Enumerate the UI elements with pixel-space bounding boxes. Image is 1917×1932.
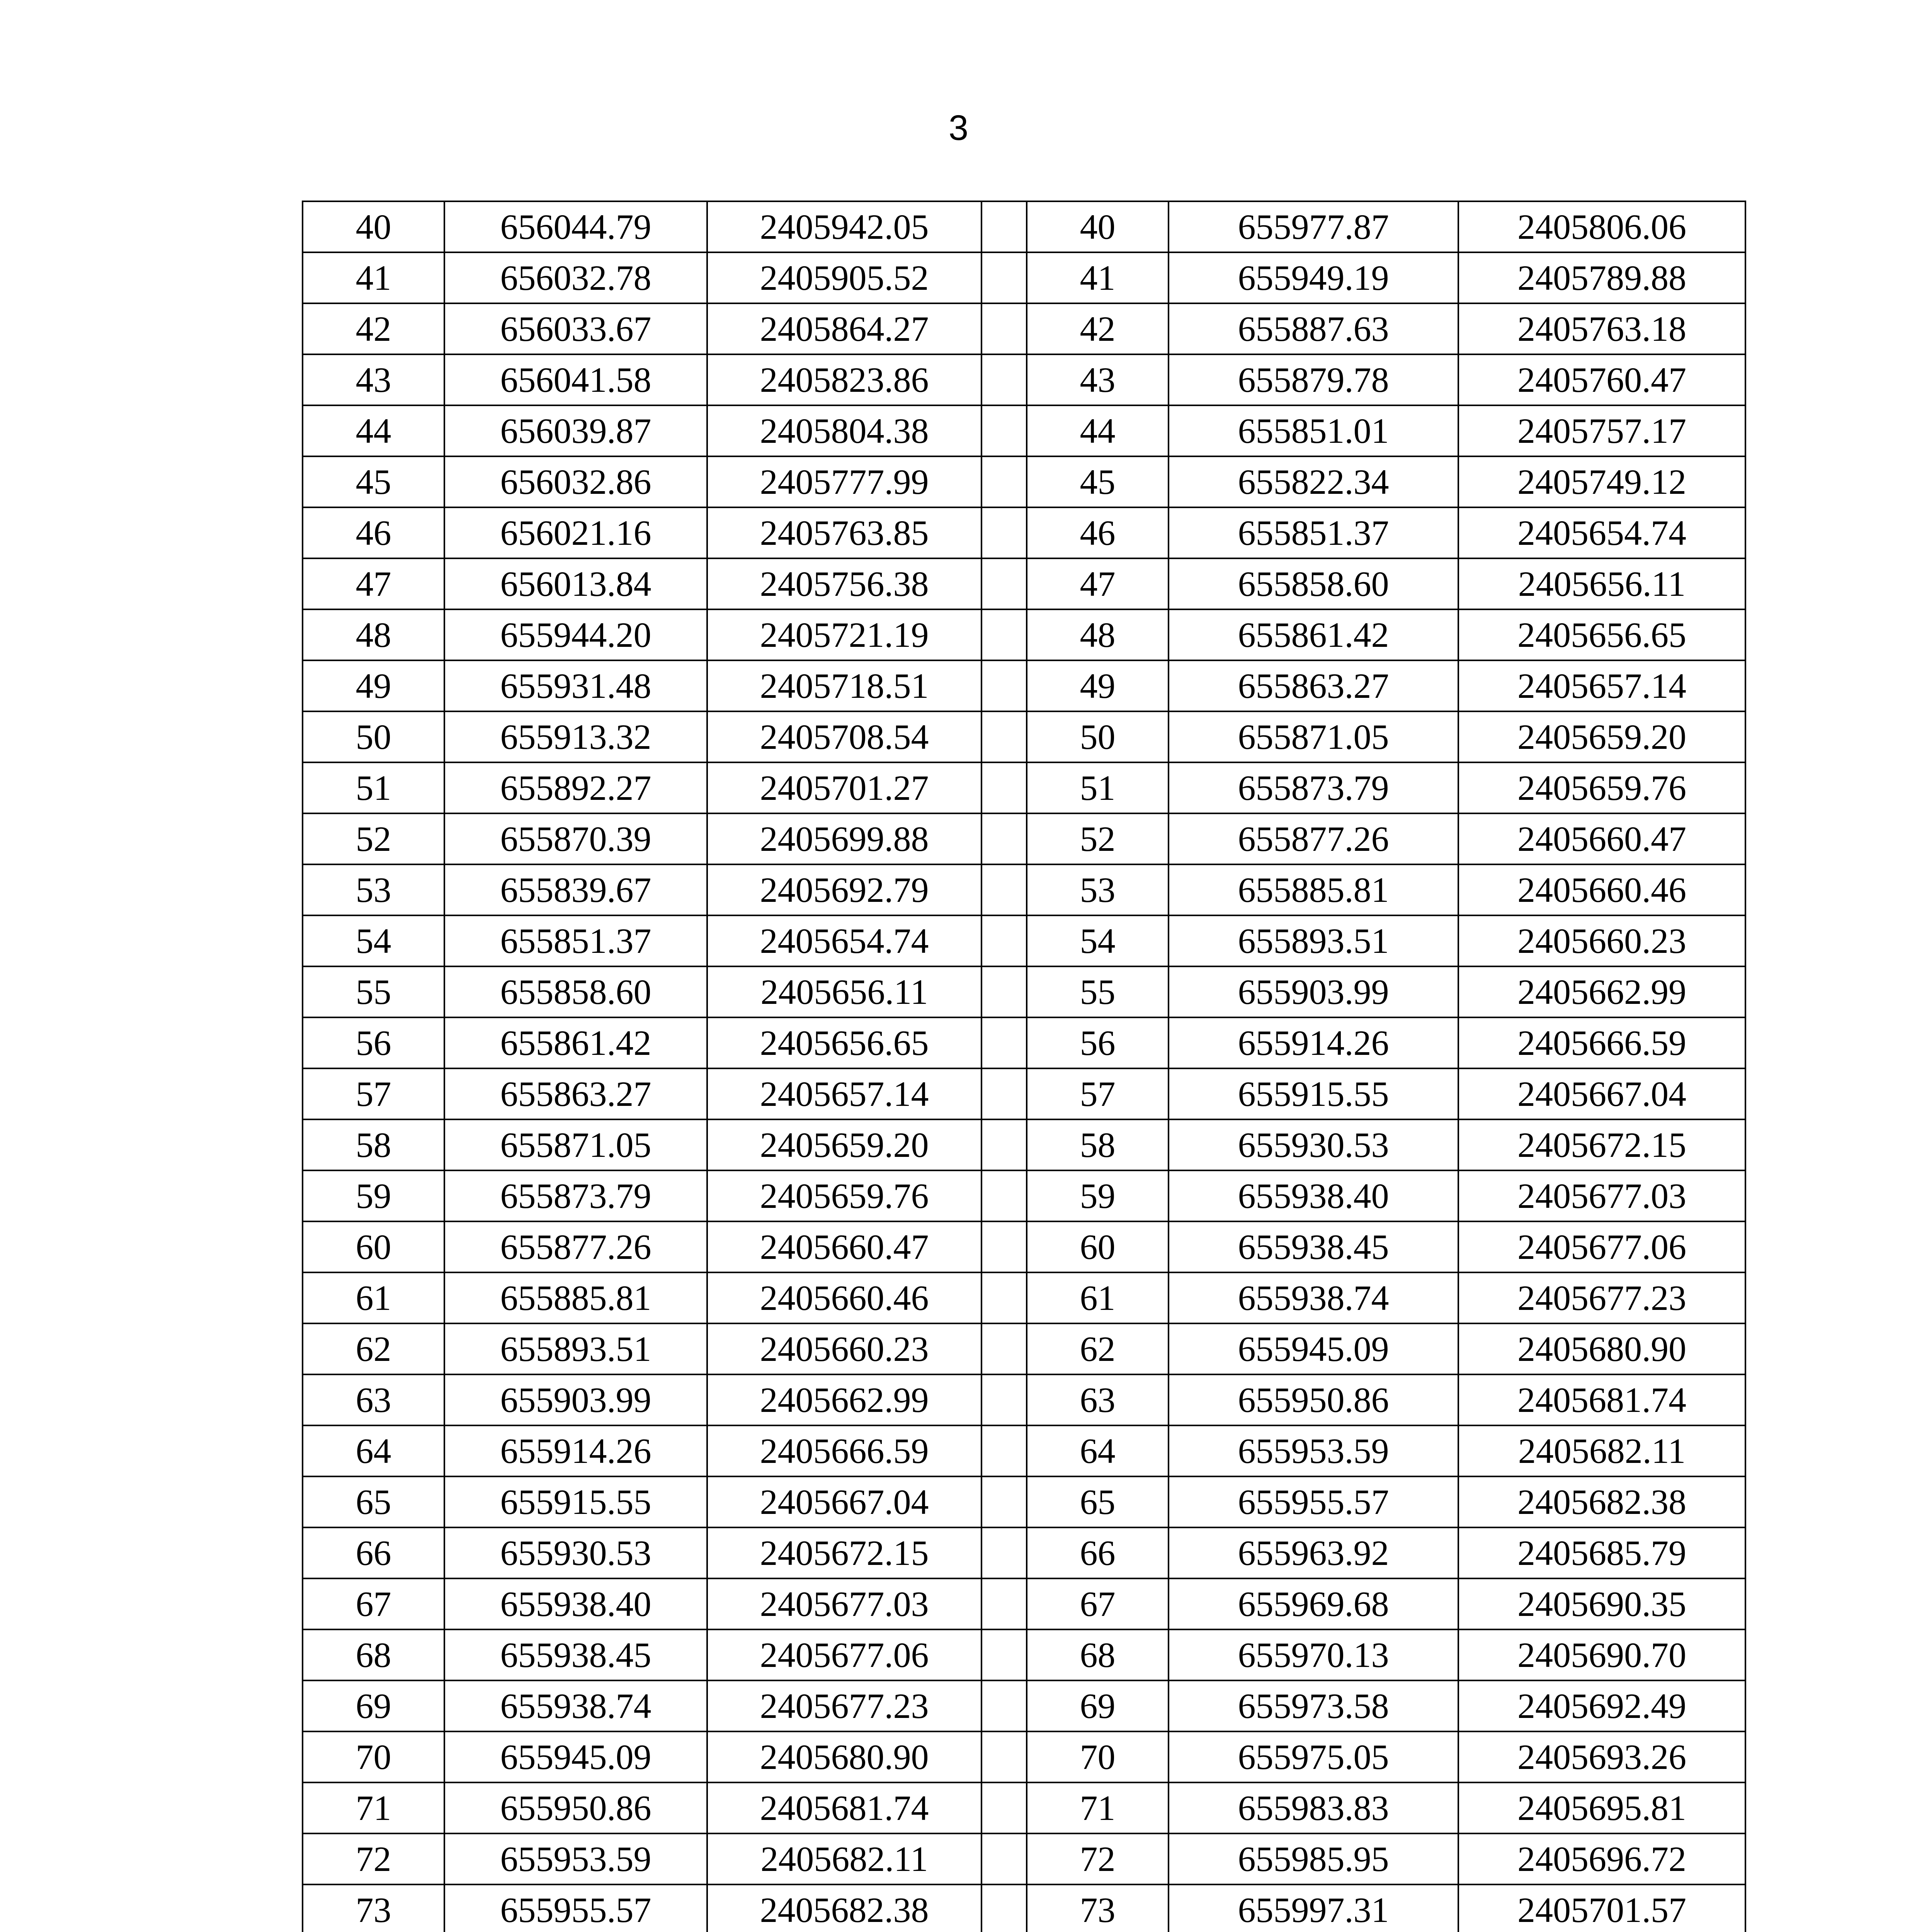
- right-point-id-cell: 63: [1027, 1374, 1169, 1425]
- left-y-coordinate-cell: 2405656.65: [707, 1017, 981, 1068]
- right-x-coordinate-cell: 655879.78: [1169, 354, 1458, 405]
- separator-cell: [981, 1680, 1027, 1731]
- right-y-coordinate-cell: 2405656.65: [1458, 609, 1745, 660]
- separator-cell: [981, 1527, 1027, 1578]
- left-x-coordinate-cell: 655944.20: [444, 609, 707, 660]
- separator-cell: [981, 609, 1027, 660]
- separator-cell: [981, 1578, 1027, 1629]
- left-point-id-cell: 54: [303, 915, 444, 966]
- left-x-coordinate-cell: 655950.86: [444, 1782, 707, 1833]
- table-row: [303, 609, 1745, 660]
- left-point-id-cell: 55: [303, 966, 444, 1017]
- right-y-coordinate-cell: 2405657.14: [1458, 660, 1745, 711]
- left-x-coordinate-cell: 655914.26: [444, 1425, 707, 1476]
- right-x-coordinate-cell: 655973.58: [1169, 1680, 1458, 1731]
- left-y-coordinate-cell: 2405681.74: [707, 1782, 981, 1833]
- right-x-coordinate-cell: 655877.26: [1169, 813, 1458, 864]
- left-x-coordinate-cell: 656044.79: [444, 201, 707, 252]
- left-y-coordinate-cell: 2405756.38: [707, 558, 981, 609]
- table-row: [303, 1272, 1745, 1323]
- right-point-id-cell: 59: [1027, 1170, 1169, 1221]
- left-point-id-cell: 52: [303, 813, 444, 864]
- separator-cell: [981, 456, 1027, 507]
- left-y-coordinate-cell: 2405662.99: [707, 1374, 981, 1425]
- left-x-coordinate-cell: 655955.57: [444, 1884, 707, 1932]
- table-row: [303, 507, 1745, 558]
- right-y-coordinate-cell: 2405677.03: [1458, 1170, 1745, 1221]
- left-point-id-cell: 69: [303, 1680, 444, 1731]
- left-point-id-cell: 41: [303, 252, 444, 303]
- table-row: [303, 1476, 1745, 1527]
- right-y-coordinate-cell: 2405666.59: [1458, 1017, 1745, 1068]
- left-x-coordinate-cell: 655953.59: [444, 1833, 707, 1884]
- right-y-coordinate-cell: 2405693.26: [1458, 1731, 1745, 1782]
- table-row: [303, 1833, 1745, 1884]
- separator-cell: [981, 507, 1027, 558]
- right-y-coordinate-cell: 2405660.23: [1458, 915, 1745, 966]
- right-point-id-cell: 72: [1027, 1833, 1169, 1884]
- right-point-id-cell: 73: [1027, 1884, 1169, 1932]
- left-y-coordinate-cell: 2405677.23: [707, 1680, 981, 1731]
- left-y-coordinate-cell: 2405721.19: [707, 609, 981, 660]
- left-y-coordinate-cell: 2405701.27: [707, 762, 981, 813]
- left-x-coordinate-cell: 655938.45: [444, 1629, 707, 1680]
- separator-cell: [981, 915, 1027, 966]
- right-y-coordinate-cell: 2405690.70: [1458, 1629, 1745, 1680]
- left-point-id-cell: 68: [303, 1629, 444, 1680]
- separator-cell: [981, 1272, 1027, 1323]
- right-point-id-cell: 58: [1027, 1119, 1169, 1170]
- table-row: [303, 1884, 1745, 1932]
- left-x-coordinate-cell: 655913.32: [444, 711, 707, 762]
- right-y-coordinate-cell: 2405677.06: [1458, 1221, 1745, 1272]
- separator-cell: [981, 762, 1027, 813]
- separator-cell: [981, 660, 1027, 711]
- right-point-id-cell: 49: [1027, 660, 1169, 711]
- separator-cell: [981, 558, 1027, 609]
- table-row: [303, 762, 1745, 813]
- right-point-id-cell: 40: [1027, 201, 1169, 252]
- table-row: [303, 1731, 1745, 1782]
- right-y-coordinate-cell: 2405660.47: [1458, 813, 1745, 864]
- left-point-id-cell: 42: [303, 303, 444, 354]
- separator-cell: [981, 405, 1027, 456]
- right-point-id-cell: 67: [1027, 1578, 1169, 1629]
- right-x-coordinate-cell: 655997.31: [1169, 1884, 1458, 1932]
- right-x-coordinate-cell: 655822.34: [1169, 456, 1458, 507]
- left-y-coordinate-cell: 2405660.46: [707, 1272, 981, 1323]
- left-x-coordinate-cell: 655931.48: [444, 660, 707, 711]
- right-point-id-cell: 45: [1027, 456, 1169, 507]
- right-point-id-cell: 47: [1027, 558, 1169, 609]
- right-point-id-cell: 54: [1027, 915, 1169, 966]
- separator-cell: [981, 1323, 1027, 1374]
- table-row: [303, 1068, 1745, 1119]
- right-point-id-cell: 48: [1027, 609, 1169, 660]
- left-y-coordinate-cell: 2405905.52: [707, 252, 981, 303]
- table-row: [303, 1578, 1745, 1629]
- page-number: 3: [948, 108, 969, 148]
- left-x-coordinate-cell: 655873.79: [444, 1170, 707, 1221]
- left-x-coordinate-cell: 655945.09: [444, 1731, 707, 1782]
- right-point-id-cell: 70: [1027, 1731, 1169, 1782]
- right-x-coordinate-cell: 655915.55: [1169, 1068, 1458, 1119]
- separator-cell: [981, 813, 1027, 864]
- left-x-coordinate-cell: 656032.86: [444, 456, 707, 507]
- right-y-coordinate-cell: 2405749.12: [1458, 456, 1745, 507]
- right-point-id-cell: 62: [1027, 1323, 1169, 1374]
- left-point-id-cell: 73: [303, 1884, 444, 1932]
- right-point-id-cell: 64: [1027, 1425, 1169, 1476]
- right-point-id-cell: 43: [1027, 354, 1169, 405]
- right-y-coordinate-cell: 2405789.88: [1458, 252, 1745, 303]
- separator-cell: [981, 303, 1027, 354]
- table-row: [303, 1527, 1745, 1578]
- left-y-coordinate-cell: 2405659.76: [707, 1170, 981, 1221]
- separator-cell: [981, 252, 1027, 303]
- right-point-id-cell: 52: [1027, 813, 1169, 864]
- left-y-coordinate-cell: 2405804.38: [707, 405, 981, 456]
- right-x-coordinate-cell: 655914.26: [1169, 1017, 1458, 1068]
- left-y-coordinate-cell: 2405654.74: [707, 915, 981, 966]
- left-y-coordinate-cell: 2405656.11: [707, 966, 981, 1017]
- table-row: [303, 1017, 1745, 1068]
- left-point-id-cell: 45: [303, 456, 444, 507]
- table-row: [303, 660, 1745, 711]
- left-point-id-cell: 53: [303, 864, 444, 915]
- left-point-id-cell: 49: [303, 660, 444, 711]
- table-row: [303, 711, 1745, 762]
- right-x-coordinate-cell: 655975.05: [1169, 1731, 1458, 1782]
- right-y-coordinate-cell: 2405667.04: [1458, 1068, 1745, 1119]
- right-x-coordinate-cell: 655861.42: [1169, 609, 1458, 660]
- table-row: [303, 1323, 1745, 1374]
- left-y-coordinate-cell: 2405657.14: [707, 1068, 981, 1119]
- right-x-coordinate-cell: 655955.57: [1169, 1476, 1458, 1527]
- right-x-coordinate-cell: 655930.53: [1169, 1119, 1458, 1170]
- right-x-coordinate-cell: 655863.27: [1169, 660, 1458, 711]
- left-point-id-cell: 59: [303, 1170, 444, 1221]
- left-x-coordinate-cell: 655938.74: [444, 1680, 707, 1731]
- left-x-coordinate-cell: 656032.78: [444, 252, 707, 303]
- right-point-id-cell: 65: [1027, 1476, 1169, 1527]
- right-y-coordinate-cell: 2405757.17: [1458, 405, 1745, 456]
- table-row: [303, 813, 1745, 864]
- left-x-coordinate-cell: 655861.42: [444, 1017, 707, 1068]
- right-y-coordinate-cell: 2405806.06: [1458, 201, 1745, 252]
- separator-cell: [981, 1425, 1027, 1476]
- left-x-coordinate-cell: 656041.58: [444, 354, 707, 405]
- right-point-id-cell: 71: [1027, 1782, 1169, 1833]
- left-point-id-cell: 63: [303, 1374, 444, 1425]
- separator-cell: [981, 1782, 1027, 1833]
- left-y-coordinate-cell: 2405666.59: [707, 1425, 981, 1476]
- table-row: [303, 1629, 1745, 1680]
- left-y-coordinate-cell: 2405672.15: [707, 1527, 981, 1578]
- right-y-coordinate-cell: 2405695.81: [1458, 1782, 1745, 1833]
- left-x-coordinate-cell: 655863.27: [444, 1068, 707, 1119]
- left-y-coordinate-cell: 2405777.99: [707, 456, 981, 507]
- table-row: [303, 303, 1745, 354]
- separator-cell: [981, 711, 1027, 762]
- left-point-id-cell: 72: [303, 1833, 444, 1884]
- left-x-coordinate-cell: 656033.67: [444, 303, 707, 354]
- separator-cell: [981, 354, 1027, 405]
- table-row: [303, 201, 1745, 252]
- separator-cell: [981, 1629, 1027, 1680]
- right-y-coordinate-cell: 2405672.15: [1458, 1119, 1745, 1170]
- left-y-coordinate-cell: 2405718.51: [707, 660, 981, 711]
- right-y-coordinate-cell: 2405659.76: [1458, 762, 1745, 813]
- table-row: [303, 864, 1745, 915]
- left-x-coordinate-cell: 655885.81: [444, 1272, 707, 1323]
- left-point-id-cell: 57: [303, 1068, 444, 1119]
- right-point-id-cell: 60: [1027, 1221, 1169, 1272]
- right-point-id-cell: 66: [1027, 1527, 1169, 1578]
- separator-cell: [981, 1119, 1027, 1170]
- right-y-coordinate-cell: 2405692.49: [1458, 1680, 1745, 1731]
- right-point-id-cell: 55: [1027, 966, 1169, 1017]
- table-row: [303, 558, 1745, 609]
- right-x-coordinate-cell: 655983.83: [1169, 1782, 1458, 1833]
- right-x-coordinate-cell: 655893.51: [1169, 915, 1458, 966]
- table-row: [303, 1221, 1745, 1272]
- right-x-coordinate-cell: 655851.01: [1169, 405, 1458, 456]
- left-point-id-cell: 44: [303, 405, 444, 456]
- right-point-id-cell: 61: [1027, 1272, 1169, 1323]
- left-point-id-cell: 65: [303, 1476, 444, 1527]
- left-y-coordinate-cell: 2405660.23: [707, 1323, 981, 1374]
- right-point-id-cell: 56: [1027, 1017, 1169, 1068]
- right-x-coordinate-cell: 655977.87: [1169, 201, 1458, 252]
- left-y-coordinate-cell: 2405763.85: [707, 507, 981, 558]
- left-point-id-cell: 64: [303, 1425, 444, 1476]
- separator-cell: [981, 1731, 1027, 1782]
- left-y-coordinate-cell: 2405823.86: [707, 354, 981, 405]
- right-x-coordinate-cell: 655903.99: [1169, 966, 1458, 1017]
- table-row: [303, 915, 1745, 966]
- right-y-coordinate-cell: 2405660.46: [1458, 864, 1745, 915]
- left-point-id-cell: 62: [303, 1323, 444, 1374]
- right-y-coordinate-cell: 2405760.47: [1458, 354, 1745, 405]
- right-y-coordinate-cell: 2405659.20: [1458, 711, 1745, 762]
- left-x-coordinate-cell: 655877.26: [444, 1221, 707, 1272]
- right-y-coordinate-cell: 2405696.72: [1458, 1833, 1745, 1884]
- right-y-coordinate-cell: 2405682.38: [1458, 1476, 1745, 1527]
- separator-cell: [981, 1170, 1027, 1221]
- left-x-coordinate-cell: 655871.05: [444, 1119, 707, 1170]
- right-y-coordinate-cell: 2405701.57: [1458, 1884, 1745, 1932]
- coordinate-table-body: [303, 201, 1745, 1932]
- left-y-coordinate-cell: 2405677.03: [707, 1578, 981, 1629]
- right-x-coordinate-cell: 655851.37: [1169, 507, 1458, 558]
- right-point-id-cell: 42: [1027, 303, 1169, 354]
- left-point-id-cell: 71: [303, 1782, 444, 1833]
- separator-cell: [981, 201, 1027, 252]
- coordinate-table: [302, 201, 1746, 1932]
- right-y-coordinate-cell: 2405680.90: [1458, 1323, 1745, 1374]
- right-x-coordinate-cell: 655969.68: [1169, 1578, 1458, 1629]
- left-x-coordinate-cell: 655839.67: [444, 864, 707, 915]
- right-y-coordinate-cell: 2405677.23: [1458, 1272, 1745, 1323]
- right-x-coordinate-cell: 655938.40: [1169, 1170, 1458, 1221]
- right-point-id-cell: 69: [1027, 1680, 1169, 1731]
- right-x-coordinate-cell: 655953.59: [1169, 1425, 1458, 1476]
- table-row: [303, 1119, 1745, 1170]
- right-x-coordinate-cell: 655871.05: [1169, 711, 1458, 762]
- left-point-id-cell: 43: [303, 354, 444, 405]
- table-row: [303, 1425, 1745, 1476]
- left-x-coordinate-cell: 655892.27: [444, 762, 707, 813]
- right-x-coordinate-cell: 655938.45: [1169, 1221, 1458, 1272]
- right-x-coordinate-cell: 655938.74: [1169, 1272, 1458, 1323]
- left-point-id-cell: 51: [303, 762, 444, 813]
- left-x-coordinate-cell: 655903.99: [444, 1374, 707, 1425]
- separator-cell: [981, 864, 1027, 915]
- right-x-coordinate-cell: 655858.60: [1169, 558, 1458, 609]
- left-y-coordinate-cell: 2405692.79: [707, 864, 981, 915]
- left-y-coordinate-cell: 2405659.20: [707, 1119, 981, 1170]
- left-point-id-cell: 40: [303, 201, 444, 252]
- left-point-id-cell: 56: [303, 1017, 444, 1068]
- separator-cell: [981, 1476, 1027, 1527]
- left-x-coordinate-cell: 655915.55: [444, 1476, 707, 1527]
- right-point-id-cell: 53: [1027, 864, 1169, 915]
- left-x-coordinate-cell: 655893.51: [444, 1323, 707, 1374]
- right-x-coordinate-cell: 655949.19: [1169, 252, 1458, 303]
- table-row: [303, 1680, 1745, 1731]
- left-point-id-cell: 61: [303, 1272, 444, 1323]
- left-point-id-cell: 60: [303, 1221, 444, 1272]
- right-point-id-cell: 41: [1027, 252, 1169, 303]
- right-y-coordinate-cell: 2405654.74: [1458, 507, 1745, 558]
- separator-cell: [981, 1833, 1027, 1884]
- separator-cell: [981, 1017, 1027, 1068]
- separator-cell: [981, 1374, 1027, 1425]
- right-point-id-cell: 57: [1027, 1068, 1169, 1119]
- table-row: [303, 1782, 1745, 1833]
- left-y-coordinate-cell: 2405667.04: [707, 1476, 981, 1527]
- left-x-coordinate-cell: 655938.40: [444, 1578, 707, 1629]
- right-x-coordinate-cell: 655885.81: [1169, 864, 1458, 915]
- left-y-coordinate-cell: 2405864.27: [707, 303, 981, 354]
- left-y-coordinate-cell: 2405682.38: [707, 1884, 981, 1932]
- left-y-coordinate-cell: 2405677.06: [707, 1629, 981, 1680]
- separator-cell: [981, 1068, 1027, 1119]
- right-point-id-cell: 68: [1027, 1629, 1169, 1680]
- left-point-id-cell: 46: [303, 507, 444, 558]
- right-y-coordinate-cell: 2405662.99: [1458, 966, 1745, 1017]
- left-point-id-cell: 58: [303, 1119, 444, 1170]
- separator-cell: [981, 1884, 1027, 1932]
- left-x-coordinate-cell: 656021.16: [444, 507, 707, 558]
- right-x-coordinate-cell: 655970.13: [1169, 1629, 1458, 1680]
- right-y-coordinate-cell: 2405681.74: [1458, 1374, 1745, 1425]
- right-x-coordinate-cell: 655873.79: [1169, 762, 1458, 813]
- right-point-id-cell: 44: [1027, 405, 1169, 456]
- left-x-coordinate-cell: 655858.60: [444, 966, 707, 1017]
- left-point-id-cell: 47: [303, 558, 444, 609]
- right-y-coordinate-cell: 2405685.79: [1458, 1527, 1745, 1578]
- left-y-coordinate-cell: 2405680.90: [707, 1731, 981, 1782]
- right-y-coordinate-cell: 2405763.18: [1458, 303, 1745, 354]
- left-y-coordinate-cell: 2405942.05: [707, 201, 981, 252]
- separator-cell: [981, 1221, 1027, 1272]
- left-y-coordinate-cell: 2405682.11: [707, 1833, 981, 1884]
- table-row: [303, 1170, 1745, 1221]
- right-point-id-cell: 46: [1027, 507, 1169, 558]
- left-y-coordinate-cell: 2405660.47: [707, 1221, 981, 1272]
- table-row: [303, 252, 1745, 303]
- table-row: [303, 456, 1745, 507]
- left-point-id-cell: 70: [303, 1731, 444, 1782]
- left-x-coordinate-cell: 656039.87: [444, 405, 707, 456]
- left-x-coordinate-cell: 656013.84: [444, 558, 707, 609]
- left-x-coordinate-cell: 655851.37: [444, 915, 707, 966]
- left-point-id-cell: 67: [303, 1578, 444, 1629]
- table-row: [303, 354, 1745, 405]
- right-x-coordinate-cell: 655963.92: [1169, 1527, 1458, 1578]
- left-point-id-cell: 48: [303, 609, 444, 660]
- right-x-coordinate-cell: 655945.09: [1169, 1323, 1458, 1374]
- right-y-coordinate-cell: 2405682.11: [1458, 1425, 1745, 1476]
- left-y-coordinate-cell: 2405708.54: [707, 711, 981, 762]
- left-x-coordinate-cell: 655870.39: [444, 813, 707, 864]
- right-y-coordinate-cell: 2405690.35: [1458, 1578, 1745, 1629]
- right-x-coordinate-cell: 655887.63: [1169, 303, 1458, 354]
- right-point-id-cell: 51: [1027, 762, 1169, 813]
- right-point-id-cell: 50: [1027, 711, 1169, 762]
- right-x-coordinate-cell: 655985.95: [1169, 1833, 1458, 1884]
- table-row: [303, 405, 1745, 456]
- right-x-coordinate-cell: 655950.86: [1169, 1374, 1458, 1425]
- left-y-coordinate-cell: 2405699.88: [707, 813, 981, 864]
- table-row: [303, 966, 1745, 1017]
- table-row: [303, 1374, 1745, 1425]
- right-y-coordinate-cell: 2405656.11: [1458, 558, 1745, 609]
- left-point-id-cell: 50: [303, 711, 444, 762]
- separator-cell: [981, 966, 1027, 1017]
- left-point-id-cell: 66: [303, 1527, 444, 1578]
- left-x-coordinate-cell: 655930.53: [444, 1527, 707, 1578]
